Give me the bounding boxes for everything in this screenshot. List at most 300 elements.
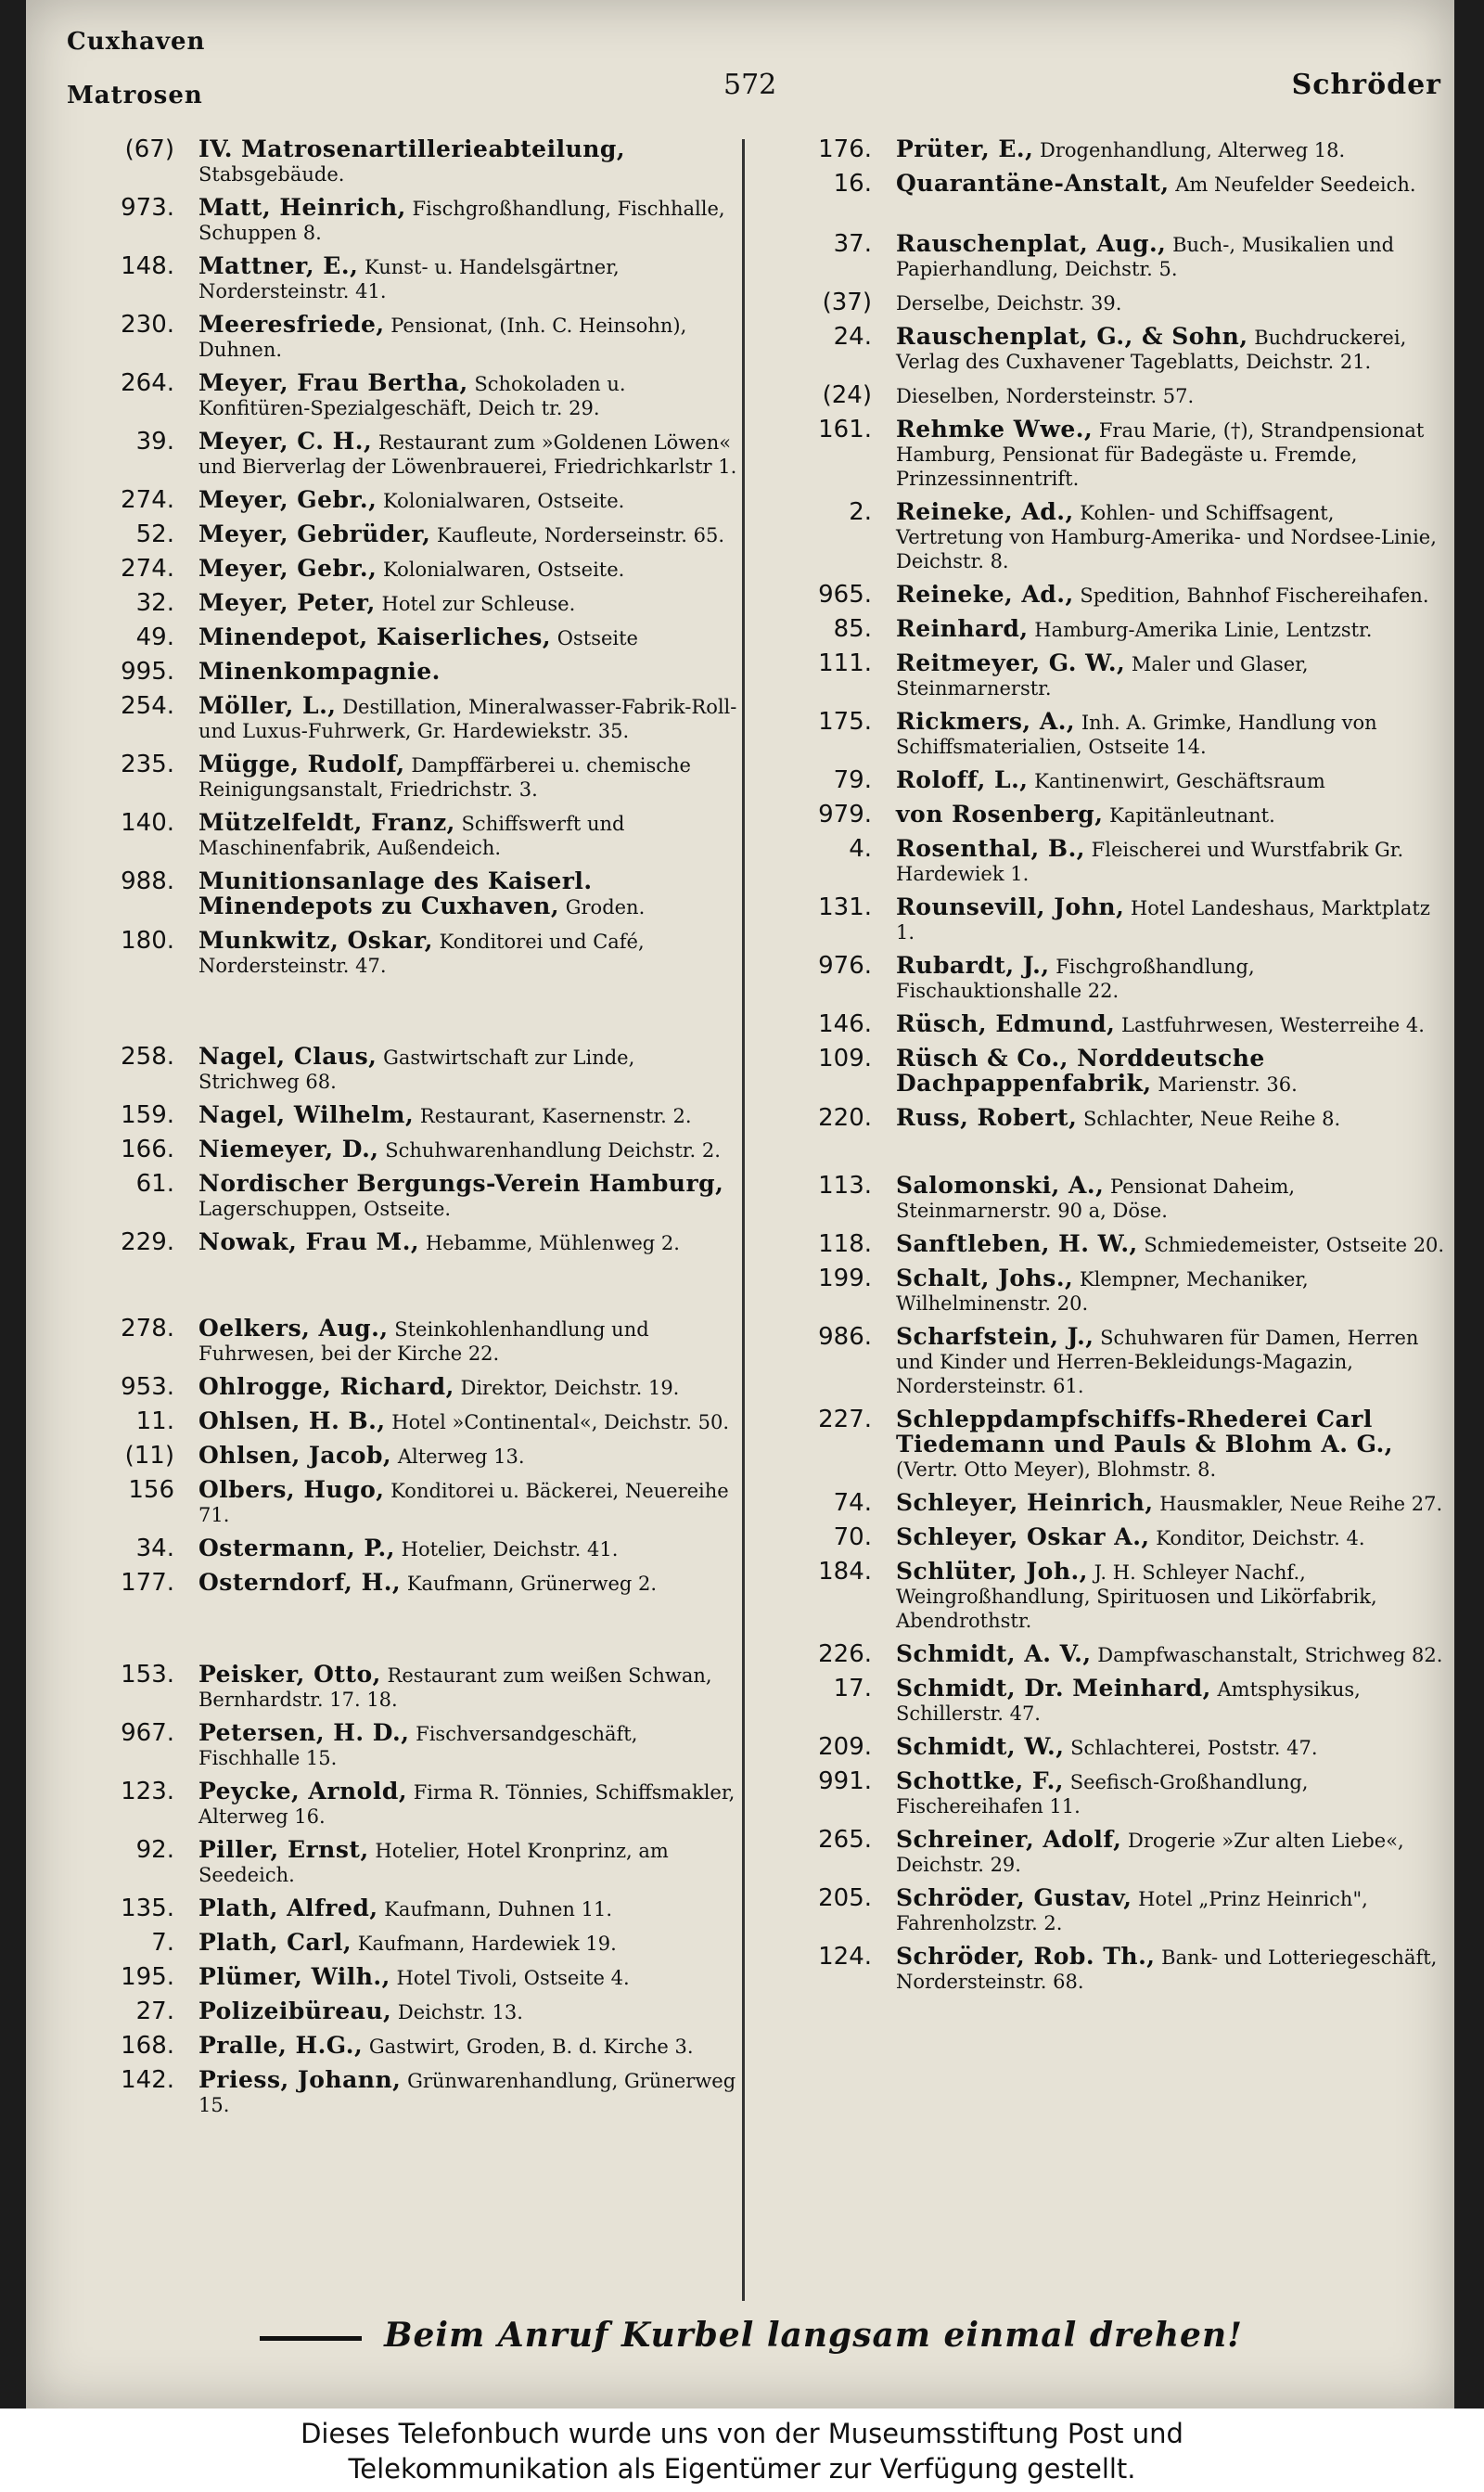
- subscriber-details: Fleischerei und Wurstfabrik Gr. Hardewiek 1.: [896, 839, 1404, 885]
- directory-entry: [768, 1523, 1445, 1550]
- subscriber-details: Schuhwaren für Damen, Herren und Kinder und Herren-Bekleidungs-Magazin, Nordersteinstr. 61.: [896, 1327, 1419, 1397]
- directory-entry: [768, 1104, 1445, 1131]
- entry-body: [896, 381, 1445, 408]
- subscriber-details: Schokoladen u. Konfitüren-Spezialgeschäft, Deich tr. 29.: [198, 373, 626, 419]
- subscriber-name: Schreiner, Adolf,: [896, 1826, 1122, 1853]
- entry-body: [198, 2066, 738, 2117]
- entry-body: [896, 1104, 1445, 1131]
- directory-entry: [89, 1315, 738, 1366]
- phone-number: 979.: [818, 801, 872, 829]
- directory-entry: [768, 766, 1445, 793]
- left-column: [89, 135, 738, 2125]
- phone-number: 113.: [818, 1172, 872, 1200]
- subscriber-name: Roloff, L.,: [896, 766, 1029, 793]
- phone-number: 135.: [121, 1895, 174, 1922]
- entry-body: [896, 1010, 1445, 1037]
- entry-body: [198, 1476, 738, 1527]
- phone-number: 180.: [121, 927, 174, 955]
- subscriber-name: Meyer, C. H.,: [198, 428, 373, 455]
- directory-entry: [89, 369, 738, 420]
- entry-body: [198, 867, 738, 919]
- subscriber-details: Fischversandgeschäft, Fischhalle 15.: [198, 1723, 638, 1769]
- subscriber-name: Polizeibüreau,: [198, 1997, 392, 2024]
- directory-entry: [89, 520, 738, 547]
- subscriber-name: Reitmeyer, G. W.,: [896, 649, 1126, 676]
- phone-number: 140.: [121, 809, 174, 837]
- entry-body: [896, 416, 1445, 491]
- subscriber-details: Kapitänleutnant.: [1109, 804, 1275, 827]
- phone-number: 274.: [121, 555, 174, 583]
- directory-entry: [89, 1170, 738, 1221]
- entry-body: [198, 927, 738, 978]
- entry-body: [198, 1442, 738, 1469]
- header-left-keyword: Matrosen: [67, 82, 203, 109]
- subscriber-name: Petersen, H. D.,: [198, 1719, 410, 1746]
- subscriber-name: von Rosenberg,: [896, 801, 1104, 828]
- directory-entry: [89, 692, 738, 743]
- subscriber-name: Scharfstein, J.,: [896, 1323, 1094, 1350]
- directory-entry: [89, 486, 738, 513]
- subscriber-name: Meyer, Gebr.,: [198, 486, 377, 513]
- subscriber-details: Kaufmann, Hardewiek 19.: [357, 1933, 617, 1955]
- entry-body: [198, 1228, 738, 1255]
- entry-body: [896, 289, 1445, 315]
- directory-entry: [768, 649, 1445, 700]
- directory-entry: [89, 1043, 738, 1094]
- subscriber-name: Rauschenplat, Aug.,: [896, 230, 1167, 257]
- directory-entry: [768, 615, 1445, 642]
- directory-entry: [89, 252, 738, 303]
- phone-number: 85.: [833, 615, 872, 643]
- entry-body: [896, 766, 1445, 793]
- subscriber-details: Firma R. Tönnies, Schiffsmakler, Alterweg 16.: [198, 1781, 736, 1828]
- subscriber-details: Seefisch-Großhandlung, Fischereihafen 11.: [896, 1771, 1309, 1818]
- phone-number: 953.: [121, 1373, 174, 1401]
- entry-body: [198, 486, 738, 513]
- subscriber-details: Hamburg-Amerika Linie, Lentzstr.: [1034, 619, 1373, 641]
- subscriber-name: Nowak, Frau M.,: [198, 1228, 420, 1255]
- subscriber-name: Meyer, Gebrüder,: [198, 520, 431, 547]
- directory-entry: [768, 1767, 1445, 1818]
- directory-entry: [89, 1407, 738, 1434]
- phone-number: 184.: [818, 1558, 872, 1586]
- subscriber-details: J. H. Schleyer Nachf., Weingroßhandlung, Spirituosen und Likörfabrik, Abendrothstr.: [896, 1561, 1377, 1632]
- directory-entry: [768, 581, 1445, 608]
- phone-number: 92.: [135, 1836, 174, 1864]
- entry-body: [896, 323, 1445, 374]
- directory-entry: [89, 311, 738, 362]
- directory-entry: [89, 1661, 738, 1712]
- subscriber-name: Rehmke Wwe.,: [896, 416, 1094, 443]
- subscriber-details: Dampfwaschanstalt, Strichweg 82.: [1097, 1644, 1443, 1666]
- phone-number: 226.: [818, 1640, 872, 1668]
- directory-entry: [89, 1535, 738, 1561]
- entry-body: [896, 1558, 1445, 1633]
- phone-number: 166.: [121, 1136, 174, 1163]
- phone-number: 988.: [121, 867, 174, 895]
- page-number: 572: [723, 69, 777, 101]
- subscriber-name: Priess, Johann,: [198, 2066, 402, 2093]
- subscriber-details: Gastwirt, Groden, B. d. Kirche 3.: [368, 2036, 694, 2058]
- directory-entry: [768, 1489, 1445, 1516]
- subscriber-details: Schmiedemeister, Ostseite 20.: [1144, 1234, 1445, 1256]
- column-divider: [742, 139, 745, 2301]
- entry-body: [896, 893, 1445, 944]
- subscriber-name: Nagel, Claus,: [198, 1043, 377, 1070]
- directory-entry: [89, 428, 738, 479]
- phone-number: 7.: [151, 1929, 174, 1957]
- entry-body: [198, 1315, 738, 1366]
- subscriber-details: Dampffärberei u. chemische Reinigungsanstalt, Friedrichstr. 3.: [198, 754, 691, 801]
- directory-entry: [89, 1228, 738, 1255]
- directory-entry: [768, 498, 1445, 573]
- directory-entry: [89, 1778, 738, 1829]
- entry-body: [198, 1101, 738, 1128]
- directory-entry: [768, 801, 1445, 828]
- directory-entry: [768, 416, 1445, 491]
- footer-slogan: [26, 2316, 1454, 2355]
- subscriber-name: Rickmers, A.,: [896, 708, 1076, 735]
- subscriber-details: Kolonialwaren, Ostseite.: [382, 559, 625, 581]
- directory-entry: [768, 1045, 1445, 1097]
- phone-number: 4.: [849, 835, 872, 863]
- entry-body: [896, 615, 1445, 642]
- subscriber-name: Nagel, Wilhelm,: [198, 1101, 415, 1128]
- entry-body: [198, 1963, 738, 1990]
- directory-entry: [89, 2066, 738, 2117]
- entry-body: [198, 311, 738, 362]
- phone-number: 146.: [818, 1010, 872, 1038]
- subscriber-details: Schlachter, Neue Reihe 8.: [1082, 1108, 1341, 1130]
- directory-entry: [89, 1569, 738, 1596]
- phone-number: 991.: [818, 1767, 872, 1795]
- subscriber-name: Meyer, Gebr.,: [198, 555, 377, 582]
- subscriber-details: Kaufleute, Norderseinstr. 65.: [437, 524, 725, 546]
- phone-number: 229.: [121, 1228, 174, 1256]
- subscriber-name: Schröder, Rob. Th.,: [896, 1943, 1156, 1970]
- directory-entry: [89, 194, 738, 245]
- phone-number: 209.: [818, 1733, 872, 1761]
- directory-entry: [768, 1172, 1445, 1223]
- directory-entry: [89, 1929, 738, 1956]
- subscriber-details: Kunst- u. Handelsgärtner, Nordersteinstr. 41.: [198, 256, 620, 302]
- subscriber-name: Matt, Heinrich,: [198, 194, 406, 221]
- directory-entry: [89, 658, 738, 685]
- subscriber-name: Russ, Robert,: [896, 1104, 1078, 1131]
- subscriber-name: Ostermann, P.,: [198, 1535, 395, 1561]
- entry-body: [896, 170, 1445, 197]
- subscriber-name: Minendepot, Kaiserliches,: [198, 623, 552, 650]
- entry-body: [896, 835, 1445, 886]
- subscriber-name: IV. Matrosenartillerieabteilung,: [198, 135, 626, 162]
- phone-number: 965.: [818, 581, 872, 609]
- entry-body: [198, 369, 738, 420]
- subscriber-name: Rounsevill, John,: [896, 893, 1125, 920]
- phone-number: 27.: [135, 1997, 174, 2025]
- phone-number: 61.: [135, 1170, 174, 1198]
- phone-number: 24.: [833, 323, 872, 351]
- directory-entry: [89, 1136, 738, 1163]
- subscriber-details: Am Neufelder Seedeich.: [1175, 173, 1416, 196]
- entry-body: [198, 1836, 738, 1887]
- entry-body: [198, 1136, 738, 1163]
- phone-number: (24): [822, 381, 872, 409]
- entry-body: [198, 1535, 738, 1561]
- subscriber-details: Grünwarenhandlung, Grünerweg 15.: [198, 2070, 736, 2116]
- subscriber-details: Restaurant zum »Goldenen Löwen« und Bierverlag der Löwenbrauerei, Friedrichkarlstr 1.: [198, 431, 737, 478]
- directory-entry: [89, 927, 738, 978]
- entry-body: [896, 1323, 1445, 1398]
- subscriber-name: Oelkers, Aug.,: [198, 1315, 389, 1342]
- entry-body: [198, 1170, 738, 1221]
- phone-number: 265.: [818, 1826, 872, 1854]
- phone-number: 153.: [121, 1661, 174, 1689]
- subscriber-name: Niemeyer, D.,: [198, 1136, 379, 1163]
- directory-entry: [768, 1558, 1445, 1633]
- phone-number: 258.: [121, 1043, 174, 1071]
- phone-number: 195.: [121, 1963, 174, 1991]
- phone-number: 124.: [818, 1943, 872, 1971]
- directory-entry: [768, 323, 1445, 374]
- entry-body: [896, 1826, 1445, 1877]
- phone-number: 156: [128, 1476, 174, 1504]
- directory-entry: [768, 952, 1445, 1003]
- subscriber-details: Schuhwarenhandlung Deichstr. 2.: [385, 1139, 721, 1162]
- entry-body: [896, 1523, 1445, 1550]
- subscriber-name: Plath, Alfred,: [198, 1895, 378, 1921]
- entry-body: [896, 1045, 1445, 1097]
- subscriber-name: Pralle, H.G.,: [198, 2032, 364, 2059]
- directory-entry: [89, 1373, 738, 1400]
- subscriber-name: Quarantäne-Anstalt,: [896, 170, 1170, 197]
- subscriber-details: Direktor, Deichstr. 19.: [460, 1377, 680, 1399]
- entry-body: [198, 1373, 738, 1400]
- subscriber-details: Buch-, Musikalien und Papierhandlung, Deichstr. 5.: [896, 234, 1395, 280]
- directory-entry: [89, 867, 738, 919]
- subscriber-name: Rosenthal, B.,: [896, 835, 1085, 862]
- entry-body: [896, 649, 1445, 700]
- slogan-text: Beim Anruf Kurbel langsam einmal drehen!: [384, 2316, 1243, 2355]
- subscriber-name: Sanftleben, H. W.,: [896, 1230, 1138, 1257]
- directory-entry: [89, 1442, 738, 1469]
- phone-number: 227.: [818, 1406, 872, 1433]
- phone-number: 32.: [135, 589, 174, 617]
- subscriber-details: Hotelier, Deichstr. 41.: [401, 1538, 619, 1561]
- entry-body: [198, 1719, 738, 1770]
- subscriber-details: Maler und Glaser, Steinmarnerstr.: [896, 653, 1309, 700]
- entry-body: [896, 1943, 1445, 1994]
- subscriber-details: Kantinenwirt, Geschäftsraum: [1034, 770, 1325, 792]
- subscriber-details: Drogerie »Zur alten Liebe«, Deichstr. 29.: [896, 1830, 1404, 1876]
- subscriber-details: Hotelier, Hotel Kronprinz, am Seedeich.: [198, 1840, 669, 1886]
- directory-entry: [89, 623, 738, 650]
- phone-number: 976.: [818, 952, 872, 980]
- subscriber-details: Dieselben, Nordersteinstr. 57.: [896, 385, 1195, 407]
- entry-body: [896, 708, 1445, 759]
- entry-body: [896, 1884, 1445, 1935]
- entry-body: [896, 230, 1445, 281]
- header-city: Cuxhaven: [67, 28, 206, 56]
- subscriber-details: Kaufmann, Duhnen 11.: [384, 1898, 613, 1920]
- phone-number: (11): [124, 1442, 174, 1470]
- phonebook-page: [26, 0, 1454, 2409]
- subscriber-name: Reineke, Ad.,: [896, 498, 1074, 525]
- subscriber-name: Munkwitz, Oskar,: [198, 927, 433, 954]
- subscriber-name: Osterndorf, H.,: [198, 1569, 402, 1596]
- phone-number: 986.: [818, 1323, 872, 1351]
- subscriber-name: Schmidt, W.,: [896, 1733, 1065, 1760]
- phone-number: 967.: [121, 1719, 174, 1747]
- subscriber-details: Destillation, Mineralwasser-Fabrik-Roll- und Luxus-Fuhrwerk, Gr. Hardewiekstr. 35.: [198, 696, 737, 742]
- directory-entry: [768, 708, 1445, 759]
- directory-entry: [768, 1640, 1445, 1667]
- directory-entry: [89, 1836, 738, 1887]
- entry-body: [896, 1767, 1445, 1818]
- subscriber-name: Mattner, E.,: [198, 252, 359, 279]
- subscriber-details: Konditorei u. Bäckerei, Neuereihe 71.: [198, 1480, 729, 1526]
- phone-number: 111.: [818, 649, 872, 677]
- phone-number: 254.: [121, 692, 174, 720]
- entry-body: [896, 952, 1445, 1003]
- subscriber-details: Klempner, Mechaniker, Wilhelminenstr. 20.: [896, 1268, 1309, 1315]
- subscriber-details: Schlachterei, Poststr. 47.: [1070, 1737, 1318, 1759]
- subscriber-details: Kolonialwaren, Ostseite.: [382, 490, 625, 512]
- subscriber-name: Nordischer Bergungs-Verein Hamburg,: [198, 1170, 724, 1197]
- subscriber-name: Ohlsen, H. B.,: [198, 1407, 386, 1434]
- subscriber-details: Fischgroßhandlung, Fischhalle, Schuppen 8.: [198, 198, 725, 244]
- entry-body: [198, 658, 738, 685]
- subscriber-details: Inh. A. Grimke, Handlung von Schiffsmaterialien, Ostseite 14.: [896, 712, 1377, 758]
- entry-body: [198, 252, 738, 303]
- phone-number: 52.: [135, 520, 174, 548]
- subscriber-details: Hotel Tivoli, Ostseite 4.: [396, 1967, 630, 1989]
- subscriber-name: Olbers, Hugo,: [198, 1476, 385, 1503]
- phone-number: 131.: [818, 893, 872, 921]
- entry-body: [198, 809, 738, 860]
- directory-entry: [89, 1895, 738, 1921]
- subscriber-name: Meyer, Frau Bertha,: [198, 369, 468, 396]
- subscriber-name: Meyer, Peter,: [198, 589, 376, 616]
- subscriber-details: Derselbe, Deichstr. 39.: [896, 292, 1122, 315]
- subscriber-details: Alterweg 13.: [397, 1445, 525, 1468]
- phone-number: 176.: [818, 135, 872, 163]
- subscriber-details: Steinkohlenhandlung und Fuhrwesen, bei der Kirche 22.: [198, 1318, 649, 1365]
- phone-number: 49.: [135, 623, 174, 651]
- subscriber-details: Groden.: [565, 896, 646, 918]
- subscriber-details: Restaurant, Kasernenstr. 2.: [419, 1105, 692, 1127]
- subscriber-details: Buchdruckerei, Verlag des Cuxhavener Tageblatts, Deichstr. 21.: [896, 327, 1407, 373]
- subscriber-name: Mützelfeldt, Franz,: [198, 809, 455, 836]
- subscriber-details: Gastwirtschaft zur Linde, Strichweg 68.: [198, 1047, 635, 1093]
- subscriber-name: Peisker, Otto,: [198, 1661, 381, 1688]
- directory-entry: [768, 289, 1445, 315]
- entry-body: [198, 623, 738, 650]
- subscriber-name: Schröder, Gustav,: [896, 1884, 1132, 1911]
- phone-number: 109.: [818, 1045, 872, 1073]
- entry-body: [896, 1733, 1445, 1760]
- entry-body: [198, 1043, 738, 1094]
- right-column: [768, 135, 1445, 2001]
- directory-entry: [768, 135, 1445, 162]
- phone-number: (37): [822, 289, 872, 316]
- subscriber-name: Schottke, F.,: [896, 1767, 1064, 1794]
- subscriber-details: Hotel „Prinz Heinrich", Fahrenholzstr. 2.: [896, 1888, 1368, 1934]
- subscriber-details: Hotel Landeshaus, Marktplatz 1.: [896, 897, 1430, 944]
- subscriber-details: Bank- und Lotteriegeschäft, Nordersteinstr. 68.: [896, 1946, 1438, 1993]
- subscriber-details: Pensionat, (Inh. C. Heinsohn), Duhnen.: [198, 315, 687, 361]
- entry-body: [198, 1929, 738, 1956]
- phone-number: 995.: [121, 658, 174, 686]
- phone-number: 168.: [121, 2032, 174, 2060]
- entry-body: [896, 1230, 1445, 1257]
- entry-body: [198, 1895, 738, 1921]
- subscriber-name: Schleyer, Oskar A.,: [896, 1523, 1150, 1550]
- credit-banner: [0, 2409, 1484, 2492]
- subscriber-name: Reineke, Ad.,: [896, 581, 1074, 608]
- subscriber-details: Fischgroßhandlung, Fischauktionshalle 22.: [896, 956, 1255, 1002]
- directory-entry: [768, 1826, 1445, 1877]
- phone-number: (67): [124, 135, 174, 163]
- directory-entry: [768, 1943, 1445, 1994]
- subscriber-details: (Vertr. Otto Meyer), Blohmstr. 8.: [896, 1458, 1217, 1481]
- subscriber-details: Hotel zur Schleuse.: [381, 593, 576, 615]
- subscriber-name: Piller, Ernst,: [198, 1836, 369, 1863]
- entry-body: [896, 801, 1445, 828]
- entry-body: [198, 194, 738, 245]
- subscriber-name: Schmidt, A. V.,: [896, 1640, 1092, 1667]
- slogan-rule: [260, 2336, 362, 2341]
- entry-body: [896, 1265, 1445, 1316]
- phone-number: 205.: [818, 1884, 872, 1912]
- subscriber-details: Deichstr. 13.: [397, 2001, 523, 2023]
- directory-entry: [89, 1719, 738, 1770]
- subscriber-details: Frau Marie, (†), Strandpensionat Hamburg, Pensionat für Badegäste u. Fremde, Prinzessinnentrift.: [896, 419, 1425, 490]
- phone-number: 16.: [833, 170, 872, 198]
- subscriber-name: Schlüter, Joh.,: [896, 1558, 1088, 1585]
- phone-number: 79.: [833, 766, 872, 794]
- subscriber-name: Schalt, Johs.,: [896, 1265, 1074, 1291]
- directory-entry: [768, 1675, 1445, 1726]
- phone-number: 230.: [121, 311, 174, 339]
- directory-entry: [89, 135, 738, 186]
- subscriber-name: Rubardt, J.,: [896, 952, 1050, 979]
- entry-body: [198, 1407, 738, 1434]
- directory-entry: [89, 1997, 738, 2024]
- entry-body: [198, 555, 738, 582]
- directory-entry: [768, 170, 1445, 197]
- phone-number: 142.: [121, 2066, 174, 2094]
- subscriber-details: Lastfuhrwesen, Westerreihe 4.: [1121, 1014, 1425, 1036]
- subscriber-name: Möller, L.,: [198, 692, 337, 719]
- entry-body: [896, 498, 1445, 573]
- phone-number: 175.: [818, 708, 872, 736]
- directory-entry: [89, 751, 738, 802]
- directory-entry: [768, 381, 1445, 408]
- entry-body: [198, 692, 738, 743]
- entry-body: [198, 589, 738, 616]
- phone-number: 74.: [833, 1489, 872, 1517]
- phone-number: 199.: [818, 1265, 872, 1292]
- phone-number: 177.: [121, 1569, 174, 1597]
- subscriber-details: Hotel »Continental«, Deichstr. 50.: [391, 1411, 730, 1433]
- entry-body: [198, 428, 738, 479]
- subscriber-details: Ostseite: [556, 627, 638, 649]
- phone-number: 34.: [135, 1535, 174, 1562]
- directory-entry: [768, 1406, 1445, 1482]
- phone-number: 973.: [121, 194, 174, 222]
- subscriber-name: Rüsch, Edmund,: [896, 1010, 1116, 1037]
- subscriber-name: Ohlrogge, Richard,: [198, 1373, 454, 1400]
